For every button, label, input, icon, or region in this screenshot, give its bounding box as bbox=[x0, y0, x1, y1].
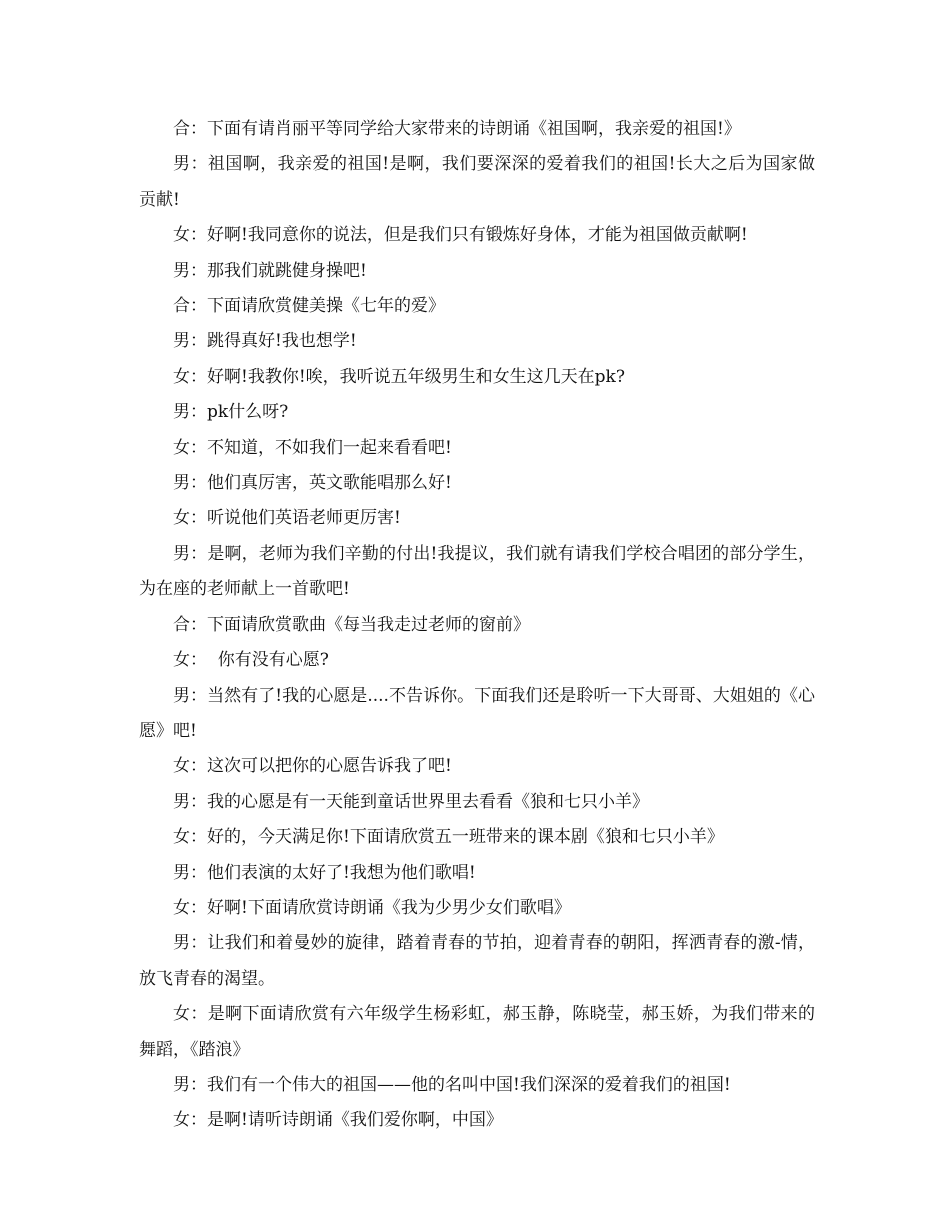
paragraph-1: 合：下面有请肖丽平等同学给大家带来的诗朗诵《祖国啊，我亲爱的祖国!》 bbox=[173, 119, 741, 139]
paragraph-2: 男：祖国啊，我亲爱的祖国!是啊，我们要深深的爱着我们的祖国!长大之后为国家做贡献! bbox=[139, 154, 815, 210]
document-body bbox=[139, 112, 815, 1139]
paragraph-19: 男：他们表演的太好了!我想为他们歌唱! bbox=[173, 862, 476, 883]
paragraph-14: 女： 你有没有心愿? bbox=[173, 650, 329, 671]
paragraph-8: 男：pk什么呀? bbox=[173, 402, 289, 423]
paragraph-17: 男：我的心愿是有一天能到童话世界里去看看《狼和七只小羊》 bbox=[173, 791, 649, 812]
paragraph-16: 女：这次可以把你的心愿告诉我了吧! bbox=[173, 756, 452, 777]
paragraph-9: 女：不知道，不如我们一起来看看吧! bbox=[173, 437, 452, 458]
paragraph-10: 男：他们真厉害，英文歌能唱那么好! bbox=[173, 473, 452, 494]
paragraph-22: 女：是啊下面请欣赏有六年级学生杨彩虹，郝玉静，陈晓莹，郝玉娇，为我们带来的舞蹈，《踏浪》 bbox=[139, 1004, 815, 1060]
paragraph-23: 男：我们有一个伟大的祖国——他的名叫中国!我们深深的爱着我们的祖国! bbox=[173, 1074, 731, 1095]
paragraph-3: 女：好啊!我同意你的说法，但是我们只有锻炼好身体，才能为祖国做贡献啊! bbox=[173, 225, 748, 246]
paragraph-5: 合：下面请欣赏健美操《七年的爱》 bbox=[173, 296, 445, 317]
paragraph-6: 男：跳得真好!我也想学! bbox=[173, 331, 357, 352]
paragraph-12: 男：是啊，老师为我们辛勤的付出!我提议，我们就有请我们学校合唱团的部分学生，为在座的老师献上一首歌吧! bbox=[139, 543, 815, 600]
paragraph-13: 合：下面请欣赏歌曲《每当我走过老师的窗前》 bbox=[173, 614, 530, 635]
paragraph-11: 女：听说他们英语老师更厉害! bbox=[173, 508, 401, 529]
paragraph-24: 女：是啊!请听诗朗诵《我们爱你啊，中国》 bbox=[173, 1110, 503, 1131]
paragraph-4: 男：那我们就跳健身操吧! bbox=[173, 260, 367, 281]
paragraph-20: 女：好啊!下面请欣赏诗朗诵《我为少男少女们歌唱》 bbox=[173, 897, 571, 918]
paragraph-21: 男：让我们和着曼妙的旋律，踏着青春的节拍，迎着青春的朝阳，挥洒青春的激-情，放飞青春的渴望。 bbox=[139, 933, 815, 989]
paragraph-7: 女：好啊!我教你!唉，我听说五年级男生和女生这几天在pk? bbox=[173, 366, 625, 387]
paragraph-18: 女：好的，今天满足你!下面请欣赏五一班带来的课本剧《狼和七只小羊》 bbox=[173, 827, 724, 848]
paragraph-15: 男：当然有了!我的心愿是....不告诉你。下面我们还是聆听一下大哥哥、大姐姐的《心愿》吧! bbox=[139, 685, 815, 741]
